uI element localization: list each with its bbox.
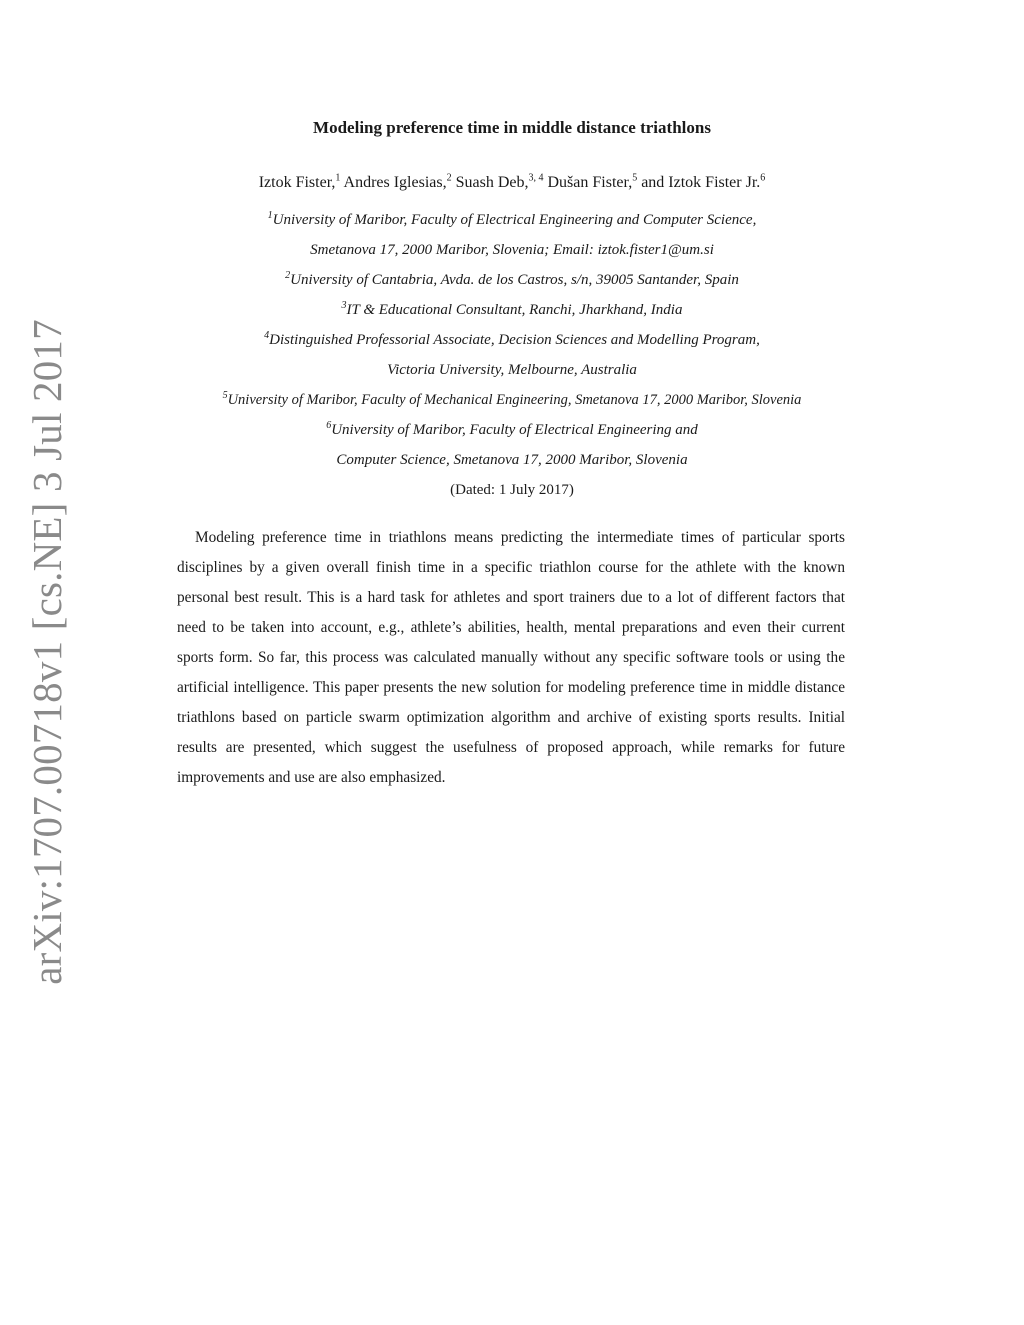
affiliation-line xyxy=(0,362,1024,379)
affiliation-sup: 4 xyxy=(264,330,270,341)
author-2 xyxy=(344,174,452,191)
affiliation-text: Smetanova 17, 2000 Maribor, Slovenia; Email: iztok.fister1@um.si xyxy=(310,242,714,258)
affiliation-sup: 1 xyxy=(267,210,273,221)
author-5 xyxy=(641,174,765,191)
affiliation-sup: 6 xyxy=(326,420,332,431)
author-name: Andres Iglesias, xyxy=(343,174,447,191)
affiliation-line xyxy=(0,332,1024,349)
affiliation-line xyxy=(0,272,1024,289)
affiliation-text: University of Maribor, Faculty of Electrical Engineering and Computer Science, xyxy=(272,212,757,228)
affiliation-text: University of Maribor, Faculty of Mechanical Engineering, Smetanova 17, 2000 Maribor, Slovenia xyxy=(227,392,802,408)
author-sup: 6 xyxy=(760,172,766,184)
author-4 xyxy=(548,174,638,191)
affiliation-text: University of Cantabria, Avda. de los Castros, s/n, 39005 Santander, Spain xyxy=(290,272,739,288)
author-1 xyxy=(259,174,341,191)
affiliation-text: University of Maribor, Faculty of Electrical Engineering and xyxy=(331,422,698,438)
author-name: Dušan Fister, xyxy=(547,174,633,191)
affiliation-sup: 2 xyxy=(285,270,291,281)
author-name: Suash Deb, xyxy=(455,174,529,191)
author-3 xyxy=(456,174,544,191)
paper-title: Modeling preference time in middle distance triathlons xyxy=(313,118,711,137)
author-sup: 3, 4 xyxy=(528,172,544,184)
affiliation-text: Computer Science, Smetanova 17, 2000 Maribor, Slovenia xyxy=(336,452,688,468)
affiliation-text: Victoria University, Melbourne, Australia xyxy=(387,362,637,378)
affiliation-line xyxy=(0,302,1024,319)
affiliation-line xyxy=(0,452,1024,469)
author-sup: 5 xyxy=(632,172,638,184)
affiliation-text: Distinguished Professorial Associate, Decision Sciences and Modelling Program, xyxy=(269,332,760,348)
affiliation-line xyxy=(0,212,1024,229)
author-name: Iztok Fister, xyxy=(258,174,336,191)
arxiv-stamp-text: arXiv:1707.00718v1 [cs.NE] 3 Jul 2017 xyxy=(24,319,71,985)
abstract-paragraph: Modeling preference time in triathlons means predicting the intermediate times of particular sports disciplines by a given overall finish time in a specific triathlon course for the athlete with the known personal best result. This is a hard task for athletes and sport trainers due to a lot of different factors that need to be taken into account, e.g., athlete’s abilities, health, mental preparations and even their current sports form. So far, this process was calculated manually without any specific software tools or using the artificial intelligence. This paper presents the new solution for modeling preference time in middle distance triathlons based on particle swarm optimization algorithm and archive of existing sports results. Initial results are presented, which suggest the usefulness of proposed approach, while remarks for future improvements and use are also emphasized. xyxy=(177,529,845,786)
dated-line: (Dated: 1 July 2017) xyxy=(450,482,574,498)
affiliation-text: IT & Educational Consultant, Ranchi, Jharkhand, India xyxy=(346,302,683,318)
affiliation-line xyxy=(0,392,1024,409)
affiliation-line xyxy=(0,242,1024,259)
author-sup: 2 xyxy=(446,172,452,184)
author-list xyxy=(0,174,1024,192)
affiliation-line xyxy=(0,422,1024,439)
author-sup: 1 xyxy=(335,172,341,184)
affiliation-sup: 5 xyxy=(222,390,228,402)
author-name: and Iztok Fister Jr. xyxy=(641,174,761,191)
affiliation-sup: 3 xyxy=(341,300,347,311)
